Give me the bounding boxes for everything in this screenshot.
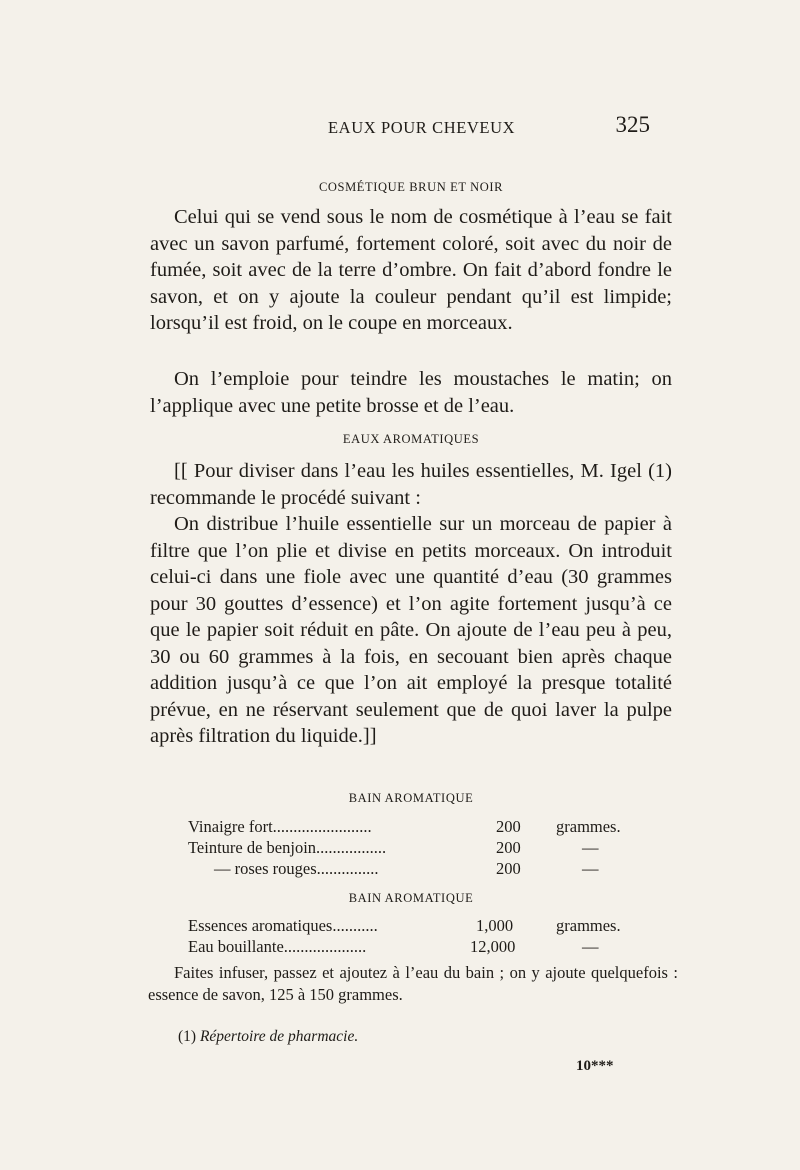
footnote bbox=[178, 1028, 358, 1046]
ingredient-unit: — bbox=[582, 937, 599, 956]
ingredient-unit: — bbox=[582, 859, 599, 878]
ingredient-label: Essences aromatiques........... bbox=[188, 916, 378, 935]
running-head-title: EAUX POUR CHEVEUX bbox=[328, 118, 516, 137]
paragraph bbox=[150, 458, 672, 511]
paragraph bbox=[150, 366, 672, 419]
signature-mark: 10*** bbox=[576, 1058, 614, 1074]
section-heading-bain-aromatique: BAIN AROMATIQUE bbox=[348, 791, 474, 805]
paragraph-text: [[ Pour diviser dans l’eau les huiles essentielles, M. Igel (1) recommande le procédé suivant : bbox=[150, 460, 672, 509]
paragraph-text: On l’emploie pour teindre les moustaches le matin; on l’applique avec une petite brosse et de l’eau. bbox=[150, 368, 672, 417]
ingredient-quantity: 200 bbox=[496, 859, 521, 878]
preparation-note bbox=[148, 962, 678, 1006]
running-head bbox=[150, 112, 650, 142]
section-heading-cosmetique: COSMÉTIQUE BRUN ET NOIR bbox=[318, 180, 504, 194]
ingredient-label: — roses rouges............... bbox=[214, 859, 379, 878]
ingredient-unit: grammes. bbox=[556, 817, 621, 836]
ingredient-quantity: 12,000 bbox=[470, 937, 516, 956]
recipe-row bbox=[188, 937, 648, 958]
recipe-row bbox=[188, 817, 648, 838]
footnote-marker: (1) bbox=[178, 1028, 197, 1045]
recipe-table bbox=[188, 817, 648, 880]
ingredient-quantity: 200 bbox=[496, 817, 521, 836]
page-number: 325 bbox=[615, 112, 650, 137]
section-heading-eaux-aromatiques: EAUX AROMATIQUES bbox=[342, 432, 480, 446]
ingredient-label: Teinture de benjoin................. bbox=[188, 838, 387, 857]
recipe-row bbox=[188, 838, 648, 859]
paragraph-text: Celui qui se vend sous le nom de cosmétique à l’eau se fait avec un savon parfumé, fortement coloré, soit avec du noir de fumée, soit avec de la terre d’ombre. On fait d’abord fondre le savon, et on y ajoute la couleur pendant qu’il est limpide; lorsqu’il est froid, on le coupe en morceaux. bbox=[150, 206, 672, 334]
footnote-text: Répertoire de pharmacie. bbox=[199, 1028, 359, 1045]
ingredient-quantity: 1,000 bbox=[476, 916, 514, 935]
ingredient-quantity: 200 bbox=[496, 838, 521, 857]
ingredient-label: Vinaigre fort........................ bbox=[188, 817, 372, 836]
ingredient-unit: grammes. bbox=[556, 916, 621, 935]
recipe-table bbox=[188, 916, 648, 958]
section-heading-bain-aromatique-2: BAIN AROMATIQUE bbox=[348, 891, 474, 905]
recipe-row bbox=[188, 916, 648, 937]
paragraph bbox=[150, 511, 672, 750]
recipe-row bbox=[188, 859, 648, 880]
paragraph-text: On distribue l’huile essentielle sur un morceau de papier à filtre que l’on plie et divise en petits morceaux. On introduit celui-ci dans une fiole avec une quantité d’eau (30 grammes pour 30 gouttes d’essence) et l’on agite fortement jusqu’à ce que le papier soit réduit en pâte. On ajoute de l’eau peu à peu, 30 ou 60 grammes à la fois, en secouant bien après chaque addition jusqu’à ce que l’on ait employé la presque totalité prévue, en ne réservant seulement que de quoi laver la pulpe après filtration du liquide.]] bbox=[150, 513, 672, 747]
ingredient-unit: — bbox=[582, 838, 599, 857]
paragraph bbox=[150, 204, 672, 337]
preparation-note-text: Faites infuser, passez et ajoutez à l’eau du bain ; on y ajoute quelquefois : essence de savon, 125 à 150 grammes. bbox=[148, 963, 678, 1004]
ingredient-label: Eau bouillante.................... bbox=[188, 937, 367, 956]
